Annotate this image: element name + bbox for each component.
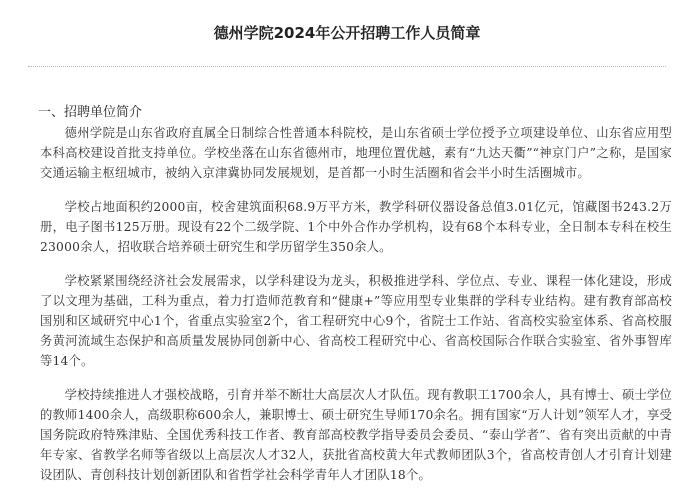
- paragraph: 学校持续推进人才强校战略，引育并举不断壮大高层次人才队伍。现有教职工1700余人，具有博士、硕士学位的教师1400余人，高级职称600余人，兼职博士、硕士研究生导师170余名。拥有国家“万人计划”领军人才，享受国务院政府特殊津贴、全国优秀科技工作者、教育部高校教学指导委员会委员、“泰山学者”、省有突出贡献的中青年专家、省教学名师等省级以上高层次人才32人，获批省高校黄大年式教师团队3个，省高校青创人才引育计划建设团队、青创科技计划创新团队和省哲学社会科学青年人才团队18个。: [40, 388, 672, 482]
- article-body: [40, 123, 672, 499]
- section-heading: 一、招聘单位简介: [38, 105, 143, 120]
- paragraph: 学校占地面积约2000亩，校舍建筑面积68.9万平方米，教学科研仪器设备总值3.01亿元，馆藏图书243.2万册，电子图书125万册。现设有22个二级学院、1个中外合作办学机构，设有68个本科专业，全日制本专科在校生23000余人，招收联合培养硕士研究生和学历留学生350余人。: [40, 200, 672, 254]
- paragraph: 德州学院是山东省政府直属全日制综合性普通本科院校，是山东省硕士学位授予立项建设单位、山东省应用型本科高校建设首批支持单位。学校坐落在山东省德州市，地理位置优越，素有“九达天衢”“神京门户”之称，是国家交通运输主枢纽城市，被纳入京津冀协同发展规划，是首都一小时生活圈和省会半小时生活圈城市。: [40, 126, 672, 180]
- title-divider: [28, 66, 666, 67]
- page-title: 德州学院2024年公开招聘工作人员简章: [213, 24, 481, 42]
- paragraph: 学校紧紧围绕经济社会发展需求，以学科建设为龙头，积极推进学科、学位点、专业、课程一体化建设，形成了以文理为基础，工科为重点，着力打造师范教育和“健康+”等应用型专业集群的学科专业结构。建有教育部高校国别和区域研究中心1个，省重点实验室2个，省工程研究中心9个，省院士工作站、省高校实验室体系、省高校服务黄河流域生态保护和高质量发展协同创新中心、省高校工程研究中心、省高校国际合作联合实验室、省外事智库等14个。: [40, 274, 672, 368]
